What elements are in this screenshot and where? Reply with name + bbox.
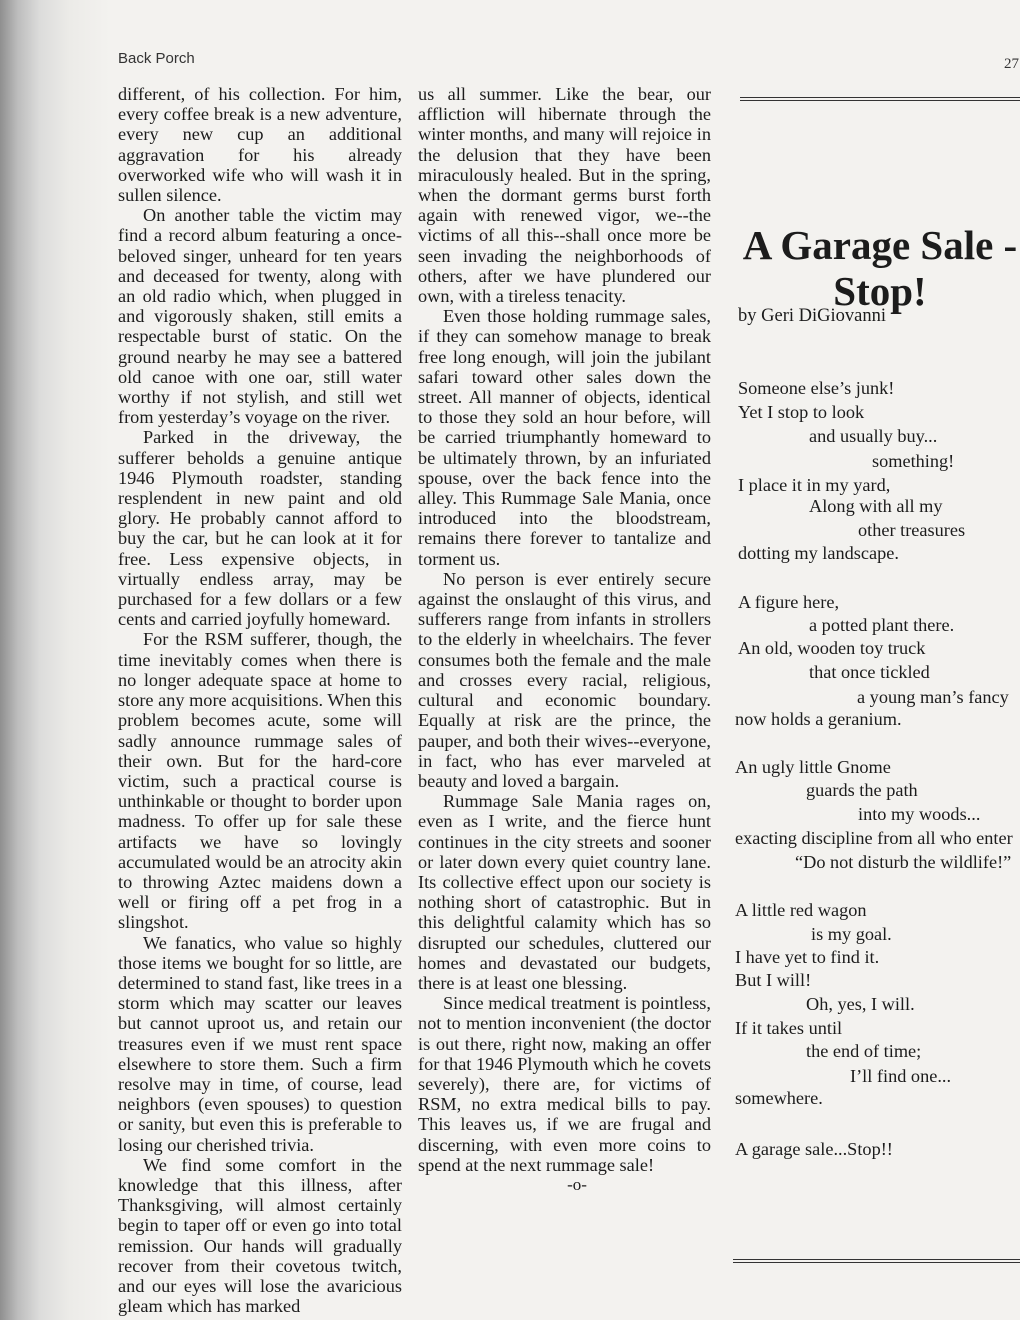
poem-byline: by Geri DiGiovanni <box>738 306 886 326</box>
poem-line: Yet I stop to look <box>738 402 865 422</box>
poem-line: I have yet to find it. <box>735 947 880 967</box>
article-paragraph: For the RSM sufferer, though, the time inevitably comes when there is no longer adequate space at home to store any more acquisitions. When this problem becomes acute, some will sadly announce rummage sales of their own. But for the hard-core victim, such a practical course is unthinkable or thought to border upon madness. To offer up for sale these artifacts we have so lovingly accumulated would be an atrocity akin to throwing Aztec maidens down a well or firing off a pet frog in a slingshot. <box>118 629 402 933</box>
article-paragraph: We find some comfort in the knowledge that this illness, after Thanksgiving, will almost certainly begin to taper off or even go into total remission. Our hands will gradually recover from their covetous twitch, and our eyes will lose the avaricious gleam which has marked <box>118 1154 402 1317</box>
poem-line: If it takes until <box>735 1018 843 1038</box>
poem-line: that once tickled <box>809 662 930 682</box>
poem-line: is my goal. <box>811 924 892 944</box>
poem-line: other treasures <box>858 520 966 540</box>
poem-line: But I will! <box>735 970 812 990</box>
poem-line: I’ll find one... <box>850 1066 952 1086</box>
article-paragraph: Parked in the driveway, the sufferer beholds a genuine antique 1946 Plymouth roadster, standing resplendent in new paint and old glory. He probably cannot afford to buy the car, but he can look at it for free. Less expensive objects, in virtually endless array, may be purchased for a few dollars or a few cents and carried joyfully homeward. <box>118 427 402 630</box>
poem-line: something! <box>872 451 955 471</box>
article-paragraph: No person is ever entirely secure against the onslaught of this virus, and sufferers range from infants in strollers to the elderly in wheelchairs. The fever consumes both the female and the male and crosses every racial, religious, cultural and economic boundary. Equally at risk are the prince, the pauper, and both their wives--everyone, in fact, who has ever marveled at beauty and loved a bargain. <box>418 568 711 791</box>
article-paragraph: Even those holding rummage sales, if they can somehow manage to break free long enough, will join the jubilant safari toward other sales down the street. All manner of objects, identical to those they sold an hour before, will be carried triumphantly homeward to be ultimately thrown, by an infuriated spouse, over the back fence into the alley. This Rummage Sale Mania, once introduced into the bloodstream, remains there forever to tantalize and torment us. <box>418 306 711 569</box>
poem-line: Along with all my <box>809 496 943 516</box>
poem-line: A figure here, <box>738 592 840 612</box>
article-paragraph: On another table the victim may find a record album featuring a once-beloved singer, unheard for ten years and deceased for twenty, along with an old radio which, when plugged in and vigorously shaken, still emits a respectable burst of static. On the ground nearby he may see a battered old canoe with one oar, still water worthy if not stylish, and still wet from yesterday’s voyage on the river. <box>118 205 402 428</box>
poem-line: a young man’s fancy <box>857 687 1009 707</box>
poem-line: I place it in my yard, <box>738 475 891 495</box>
article-paragraph: us all summer. Like the bear, our affliction will hibernate through the winter months, and many will rejoice in the delusion that they have been miraculously healed. But in the spring, when the dormant germs burst forth again with renewed vigor, we--the victims of all this--shall once more be seen invading the neighborhoods of others, after we have plundered our own, with a tireless tenacity. <box>418 84 711 307</box>
poem-line: Someone else’s junk! <box>738 378 895 398</box>
poem-line: somewhere. <box>735 1088 823 1108</box>
end-mark: -o- <box>567 1174 587 1194</box>
poem-line: dotting my landscape. <box>738 543 899 563</box>
article-paragraph: different, of his collection. For him, every coffee break is a new adventure, every new cup an additional aggravation for his already overworked wife who will wash it in sullen silence. <box>118 84 402 206</box>
poem-bottom-rule <box>733 1259 1020 1263</box>
article-paragraph: We fanatics, who value so highly those items we bought for so little, are determined to stand fast, like trees in a storm which may scatter our leaves but cannot uproot us, and retain our treasures even if we must rent space elsewhere to store them. Such a firm resolve may in time, of course, lead neighbors (even spouses) to question or sanity, but even this is preferable to losing our cherished trivia. <box>118 932 402 1155</box>
poem-line: a potted plant there. <box>809 615 955 635</box>
poem-line: and usually buy... <box>809 426 938 446</box>
article-column-1 <box>118 84 402 1316</box>
article-column-2 <box>418 84 711 1195</box>
article-paragraph: Since medical treatment is pointless, not to mention inconvenient (the doctor is out there, right now, making an offer for that 1946 Plymouth which he covets severely), there are, for victims of RSM, no extra medical bills to pay. This leaves us, if we are frugal and discerning, with even more coins to spend at the next rummage sale! <box>418 993 711 1175</box>
poem-line: exacting discipline from all who enter <box>735 828 1013 848</box>
section-header: Back Porch <box>118 50 195 67</box>
poem-line: A garage sale...Stop!! <box>735 1139 893 1159</box>
binding-shadow <box>0 0 110 1320</box>
poem-title: A Garage Sale - Stop! <box>742 222 1018 314</box>
poem-top-rule <box>740 97 1020 101</box>
poem-line: Oh, yes, I will. <box>806 994 915 1014</box>
poem-line: guards the path <box>806 780 918 800</box>
poem-line: An old, wooden toy truck <box>738 638 926 658</box>
poem-line: An ugly little Gnome <box>735 757 891 777</box>
poem-line: “Do not disturb the wildlife!” <box>795 852 1012 872</box>
poem-line: the end of time; <box>806 1041 922 1061</box>
article-paragraph: Rummage Sale Mania rages on, even as I write, and the fierce hunt continues in the city streets and sooner or later down every quiet country lane. Its collective effect upon our society is nothing short of catastrophic. But in this delightful calamity which has so disrupted our schedules, cluttered our homes and devastated our budgets, there is at least one blessing. <box>418 791 711 993</box>
poem-line: now holds a geranium. <box>735 709 902 729</box>
poem-line: into my woods... <box>858 804 981 824</box>
poem-line: A little red wagon <box>735 900 867 920</box>
page-number: 27 <box>1004 56 1019 72</box>
